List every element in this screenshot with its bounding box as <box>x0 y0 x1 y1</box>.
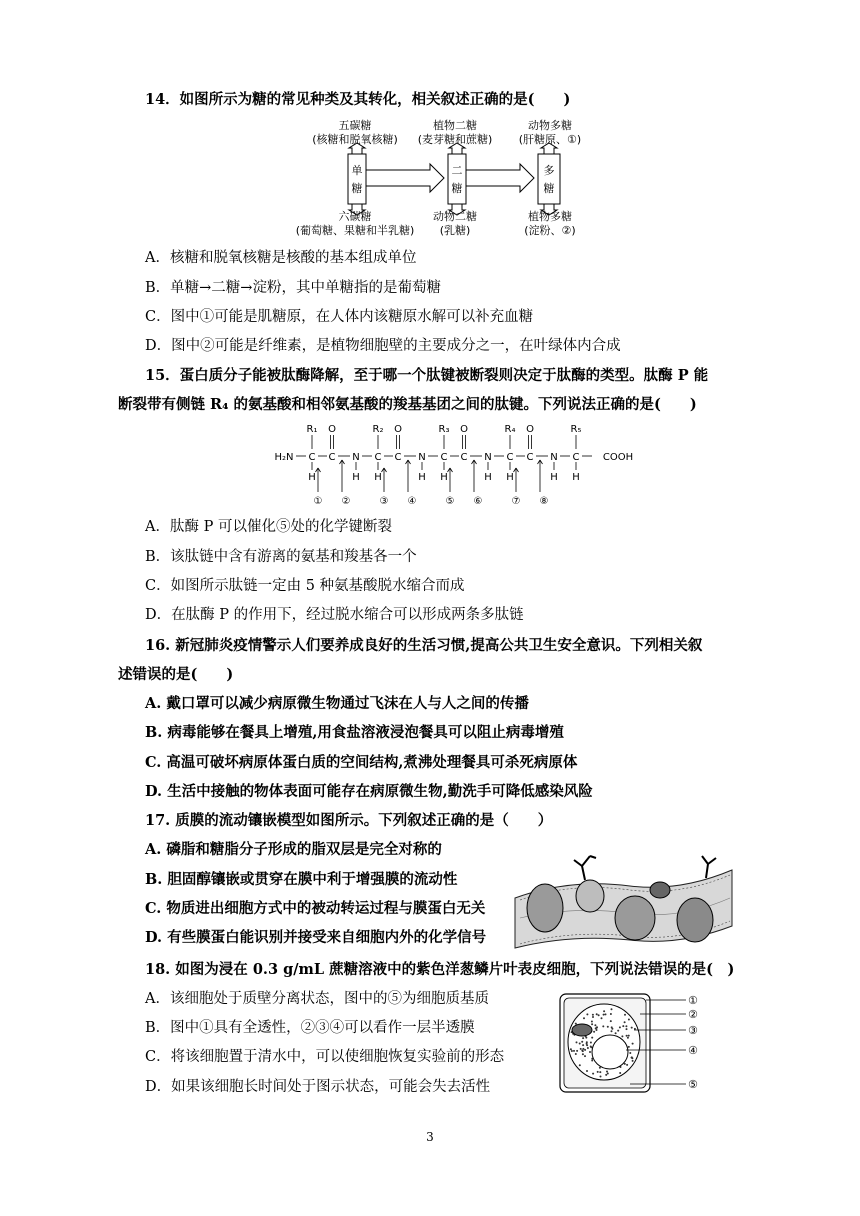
peptide-o: O <box>394 424 402 435</box>
peptide-r-group: R₅ <box>570 424 582 435</box>
cytoplasm-dot <box>611 1030 613 1032</box>
cytoplasm-dot <box>628 1035 630 1037</box>
peptide-alpha-h: H <box>308 472 316 483</box>
peptide-r-group: R₂ <box>372 424 384 435</box>
fig-bot-right-2: (淀粉、②) <box>524 224 576 237</box>
q16-option-d: D. 生活中接触的物体表面可能存在病原微生物,勤洗手可降低感染风险 <box>145 783 593 800</box>
cytoplasm-dot <box>582 1044 584 1046</box>
fig-bot-left-2: (葡萄糖、果糖和半乳糖) <box>295 224 415 237</box>
peptide-alpha-c: C <box>572 452 580 463</box>
cytoplasm-dot <box>615 1032 617 1034</box>
cytoplasm-dot <box>597 1071 599 1073</box>
fig-top-mid-2: (麦芽糖和蔗糖) <box>417 133 493 146</box>
cytoplasm-dot <box>634 1028 636 1030</box>
cell-label-4: ④ <box>688 1044 698 1057</box>
fig-bot-left-1: 六碳糖 <box>338 210 372 223</box>
fig-top-left-2: (核糖和脱氧核糖) <box>312 133 398 146</box>
cytoplasm-dot <box>624 1014 626 1016</box>
peptide-carbonyl-c: C <box>460 452 468 463</box>
cytoplasm-dot <box>596 1026 598 1028</box>
cytoplasm-dot <box>600 1076 602 1078</box>
fig-box-right-1: 多 <box>543 164 555 177</box>
peptide-chain-figure <box>270 422 634 512</box>
q18-option-c: C．将该细胞置于清水中，可以使细胞恢复实验前的形态 <box>145 1049 505 1065</box>
peptide-r-group: R₃ <box>438 424 450 435</box>
peptide-n-h: H <box>484 472 492 483</box>
q18-option-d: D．如果该细胞长时间处于图示状态，可能会失去活性 <box>145 1079 491 1095</box>
cytoplasm-dot <box>632 1060 634 1062</box>
q14-option-d: D．图中②可能是纤维素，是植物细胞壁的主要成分之一，在叶绿体内合成 <box>145 338 621 354</box>
q16-stem-1: 16. 新冠肺炎疫情警示人们要养成良好的生活习惯,提高公共卫生安全意识。下列相关叙 <box>145 637 703 654</box>
fig-box-left-2: 糖 <box>351 182 363 195</box>
peptide-n: N <box>484 452 492 463</box>
sugar-conversion-figure <box>295 116 600 240</box>
cytoplasm-dot <box>579 1064 581 1066</box>
fig-top-mid-1: 植物二糖 <box>433 119 477 132</box>
cytoplasm-dot <box>591 1037 593 1039</box>
q14-option-a: A．核糖和脱氧核糖是核酸的基本组成单位 <box>145 250 417 266</box>
cytoplasm-dot <box>575 1023 577 1025</box>
cytoplasm-dot <box>611 1008 613 1010</box>
cytoplasm-dot <box>584 1049 586 1051</box>
cytoplasm-dot <box>582 1048 584 1050</box>
cytoplasm-dot <box>628 1019 630 1021</box>
cytoplasm-dot <box>592 1073 594 1075</box>
q16-option-b: B. 病毒能够在餐具上增殖,用食盐溶液浸泡餐具可以阻止病毒增殖 <box>145 724 564 741</box>
fig-top-right-2: (肝糖原、①) <box>518 133 582 146</box>
cytoplasm-dot <box>603 1010 605 1012</box>
cytoplasm-dot <box>625 1025 627 1027</box>
peptide-n-h: H <box>550 472 558 483</box>
peptide-o: O <box>460 424 468 435</box>
peptide-o: O <box>328 424 336 435</box>
cytoplasm-dot <box>603 1014 605 1016</box>
peptide-bond-number: ⑦ <box>511 496 521 507</box>
cytoplasm-dot <box>586 1043 588 1045</box>
cytoplasm-dot <box>619 1072 621 1074</box>
cytoplasm-dot <box>591 1021 593 1023</box>
peptide-r-group: R₄ <box>504 424 516 435</box>
cytoplasm-dot <box>591 1060 593 1062</box>
peptide-alpha-c: C <box>308 452 316 463</box>
peptide-n: N <box>418 452 426 463</box>
q14-option-b: B．单糖→二糖→淀粉，其中单糖指的是葡萄糖 <box>145 280 441 296</box>
cytoplasm-dot <box>607 1073 609 1075</box>
cytoplasm-dot <box>575 1053 577 1055</box>
peptide-o: O <box>526 424 534 435</box>
peptide-bond-number: ⑥ <box>473 496 483 507</box>
cytoplasm-dot <box>626 1035 628 1037</box>
peptide-cooh: COOH <box>602 452 634 463</box>
cytoplasm-dot <box>621 1035 623 1037</box>
cytoplasm-dot <box>593 1031 595 1033</box>
cytoplasm-dot <box>582 1053 584 1055</box>
cytoplasm-dot <box>592 1016 594 1018</box>
cytoplasm-dot <box>622 1025 624 1027</box>
cytoplasm-dot <box>629 1052 631 1054</box>
cytoplasm-dot <box>602 1025 604 1027</box>
cytoplasm-dot <box>605 1013 607 1015</box>
peptide-bond-number: ③ <box>379 496 389 507</box>
q14-option-c: C．图中①可能是肌糖原，在人体内该糖原水解可以补充血糖 <box>145 309 534 325</box>
cell-label-5: ⑤ <box>688 1078 698 1091</box>
peptide-h2n: H₂N <box>274 452 294 463</box>
plant-cell-figure <box>558 992 708 1094</box>
q15-option-a: A．肽酶 P 可以催化⑤处的化学键断裂 <box>145 519 392 535</box>
cytoplasm-dot <box>571 1050 573 1052</box>
cytoplasm-dot <box>590 1042 592 1044</box>
cytoplasm-dot <box>599 1071 601 1073</box>
cytoplasm-dot <box>576 1050 578 1052</box>
cytoplasm-dot <box>570 1048 572 1050</box>
q15-option-b: B．该肽链中含有游离的氨基和羧基各一个 <box>145 549 417 565</box>
q18-option-b: B．图中①具有全透性，②③④可以看作一层半透膜 <box>145 1020 475 1036</box>
cytoplasm-dot <box>586 1070 588 1072</box>
peptide-carbonyl-c: C <box>526 452 534 463</box>
peptide-alpha-c: C <box>506 452 514 463</box>
peptide-alpha-h: H <box>572 472 580 483</box>
peptide-alpha-h: H <box>374 472 382 483</box>
peptide-bond-number: ⑧ <box>539 496 549 507</box>
q16-stem-2: 述错误的是( ) <box>118 666 234 683</box>
peptide-n: N <box>352 452 360 463</box>
fig-box-right-2: 糖 <box>543 182 555 195</box>
cytoplasm-dot <box>579 1043 581 1045</box>
q14-stem: 14．如图所示为糖的常见种类及其转化，相关叙述正确的是( ) <box>145 91 571 108</box>
cytoplasm-dot <box>624 1021 626 1023</box>
cytoplasm-dot <box>598 1014 600 1016</box>
cytoplasm-dot <box>628 1046 630 1048</box>
peptide-r-group: R₁ <box>306 424 318 435</box>
cytoplasm-dot <box>610 1020 612 1022</box>
fig-bot-mid-2: (乳糖) <box>439 224 471 237</box>
cytoplasm-dot <box>610 1013 612 1015</box>
cytoplasm-dot <box>619 1026 621 1028</box>
q18-stem: 18. 如图为浸在 0.3 g/mL 蔗糖溶液中的紫色洋葱鳞片叶表皮细胞，下列说法错误的是( ) <box>145 961 735 978</box>
q17-option-d: D. 有些膜蛋白能识别并接受来自细胞内外的化学信号 <box>145 929 487 946</box>
peptide-bond-number: ⑤ <box>445 496 455 507</box>
q17-option-a: A. 磷脂和糖脂分子形成的脂双层是完全对称的 <box>145 841 442 858</box>
cytoplasm-dot <box>594 1024 596 1026</box>
cytoplasm-dot <box>580 1048 582 1050</box>
peptide-alpha-c: C <box>440 452 448 463</box>
fig-bot-mid-1: 动物二糖 <box>433 210 477 223</box>
q16-option-c: C. 高温可破坏病原体蛋白质的空间结构,煮沸处理餐具可杀死病原体 <box>145 754 578 771</box>
cytoplasm-dot <box>606 1071 608 1073</box>
q17-option-b: B. 胆固醇镶嵌或贯穿在膜中利于增强膜的流动性 <box>145 871 458 888</box>
cytoplasm-dot <box>582 1037 584 1039</box>
cytoplasm-dot <box>576 1041 578 1043</box>
cytoplasm-dot <box>573 1050 575 1052</box>
q15-stem-2: 断裂带有侧链 R₄ 的氨基酸和相邻氨基酸的羧基基团之间的肽键。下列说法正确的是( ) <box>118 396 697 413</box>
membrane-model-figure <box>510 848 735 958</box>
q15-option-c: C．如图所示肽链一定由 5 种氨基酸脱水缩合而成 <box>145 578 465 594</box>
fig-top-left-1: 五碳糖 <box>338 119 372 132</box>
peptide-n-h: H <box>352 472 360 483</box>
peptide-bond-number: ① <box>313 496 323 507</box>
cytoplasm-dot <box>626 1064 628 1066</box>
peptide-alpha-h: H <box>506 472 514 483</box>
cytoplasm-dot <box>627 1037 629 1039</box>
peptide-n: N <box>550 452 558 463</box>
cytoplasm-dot <box>592 1014 594 1016</box>
peptide-bond-number: ② <box>341 496 351 507</box>
peptide-bond-number: ④ <box>407 496 417 507</box>
cytoplasm-dot <box>611 1026 613 1028</box>
cytoplasm-dot <box>632 1043 634 1045</box>
peptide-carbonyl-c: C <box>328 452 336 463</box>
cytoplasm-dot <box>601 1017 603 1019</box>
fig-bot-right-1: 植物多糖 <box>528 210 572 223</box>
cytoplasm-dot <box>586 1013 588 1015</box>
peptide-alpha-h: H <box>440 472 448 483</box>
cytoplasm-dot <box>581 1041 583 1043</box>
cytoplasm-dot <box>591 1023 593 1025</box>
cytoplasm-dot <box>584 1055 586 1057</box>
q15-stem-1: 15．蛋白质分子能被肽酶降解，至于哪一个肽键被断裂则决定于肽酶的类型。肽酶 P 能 <box>145 367 709 384</box>
fig-box-left-1: 单 <box>351 164 363 177</box>
q15-option-d: D．在肽酶 P 的作用下，经过脱水缩合可以形成两条多肽链 <box>145 607 524 623</box>
cytoplasm-dot <box>587 1047 589 1049</box>
cytoplasm-dot <box>585 1037 587 1039</box>
fig-box-mid-2: 糖 <box>451 182 463 195</box>
cytoplasm-dot <box>596 1013 598 1015</box>
cytoplasm-dot <box>582 1050 584 1052</box>
fig-top-right-1: 动物多糖 <box>528 119 572 132</box>
cytoplasm-dot <box>626 1028 628 1030</box>
cytoplasm-dot <box>589 1051 591 1053</box>
cytoplasm-dot <box>583 1017 585 1019</box>
peptide-alpha-c: C <box>374 452 382 463</box>
peptide-n-h: H <box>418 472 426 483</box>
cell-label-2: ② <box>688 1008 698 1021</box>
cytoplasm-dot <box>631 1027 633 1029</box>
fig-box-mid-1: 二 <box>451 164 463 177</box>
cytoplasm-dot <box>605 1074 607 1076</box>
q16-option-a: A. 戴口罩可以减少病原微生物通过飞沫在人与人之间的传播 <box>145 695 529 712</box>
q18-option-a: A．该细胞处于质壁分离状态，图中的⑤为细胞质基质 <box>145 991 489 1007</box>
cell-label-1: ① <box>688 994 698 1007</box>
cell-label-3: ③ <box>688 1024 698 1037</box>
peptide-carbonyl-c: C <box>394 452 402 463</box>
q17-option-c: C. 物质进出细胞方式中的被动转运过程与膜蛋白无关 <box>145 900 486 917</box>
cytoplasm-dot <box>607 1026 609 1028</box>
cytoplasm-dot <box>617 1030 619 1032</box>
cytoplasm-dot <box>631 1056 633 1058</box>
page-number: 3 <box>426 1130 434 1144</box>
q17-stem: 17. 质膜的流动镶嵌模型如图所示。下列叙述正确的是（ ） <box>145 812 553 829</box>
